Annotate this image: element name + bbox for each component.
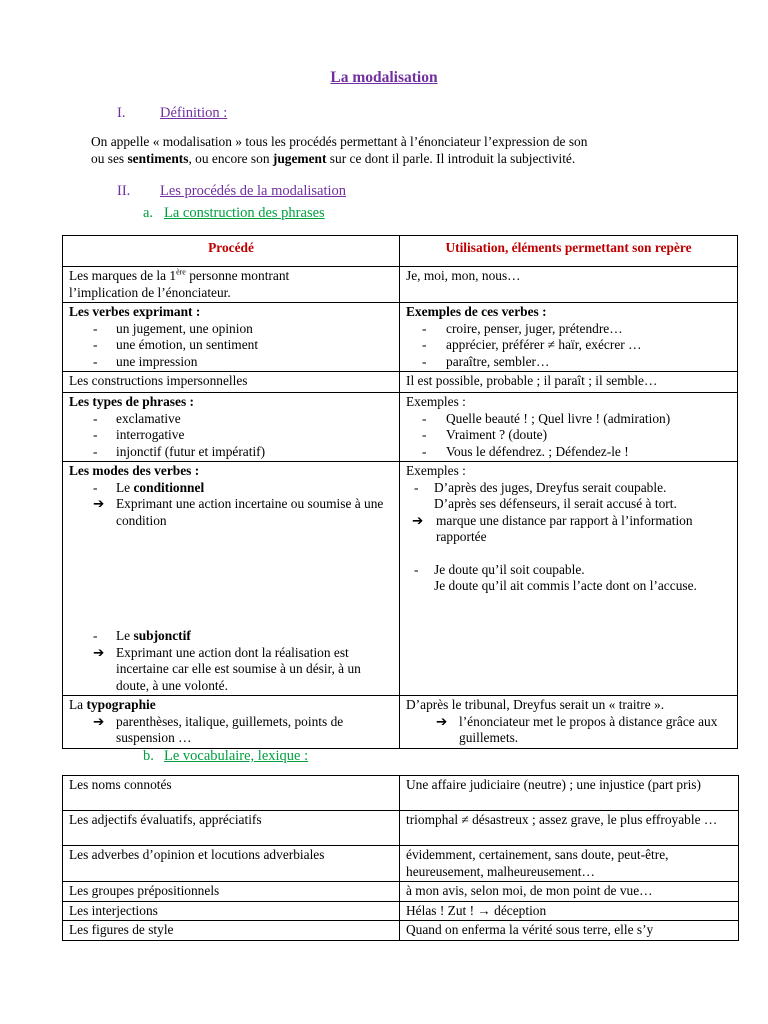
cell-right: triomphal ≠ désastreux ; assez grave, le plus effroyable … — [400, 811, 739, 846]
cell-left: Les adjectifs évaluatifs, appréciatifs — [63, 811, 400, 846]
dash-list — [406, 411, 731, 461]
subsection-label: La construction des phrases — [164, 205, 325, 221]
text: Le — [116, 628, 134, 643]
list-item: - Vraiment ? (doute) — [406, 427, 731, 444]
superscript: ère — [176, 267, 186, 277]
section-number: II. — [117, 183, 131, 199]
table-construction-phrases — [62, 235, 738, 749]
text: Exprimant une action incertaine ou soumise à une condition — [116, 496, 384, 528]
cell-right: Quand on enferma la vérité sous terre, elle s’y — [400, 921, 739, 941]
cell-heading: Exemples : — [406, 463, 466, 478]
list-item: - un jugement, une opinion — [69, 321, 393, 338]
table-row — [63, 303, 738, 372]
cell-left: Les figures de style — [63, 921, 400, 941]
cell-right — [400, 393, 738, 462]
example-line: - D’après des juges, Dreyfus serait coupable. — [406, 480, 731, 497]
section-heading-definition — [117, 105, 227, 121]
cell-left: Les constructions impersonnelles — [63, 372, 400, 393]
cell-right: Une affaire judiciaire (neutre) ; une injustice (part pris) — [400, 776, 739, 811]
cell-right — [400, 303, 738, 372]
cell-left: Les groupes prépositionnels — [63, 882, 400, 902]
cell-right: Je, moi, mon, nous… — [400, 267, 738, 303]
table-row — [63, 776, 739, 811]
example-line: - Je doute qu’il soit coupable. — [406, 562, 731, 579]
spacer — [69, 529, 393, 628]
text: Le — [116, 479, 134, 495]
list-item: - une émotion, un sentiment — [69, 337, 393, 354]
dash-list — [69, 321, 393, 371]
section-number: I. — [117, 105, 126, 121]
arrow-right-icon: ➔ — [93, 713, 105, 729]
cell-right — [400, 696, 738, 749]
cell-left — [63, 393, 400, 462]
text: La — [69, 697, 87, 712]
text: sur ce dont il parle. Il introduit la subjectivité. — [326, 151, 576, 166]
subsection-heading-b — [143, 748, 308, 764]
dash-list — [69, 411, 393, 461]
text: l’implication de l’énonciateur. — [69, 284, 231, 300]
dash-list — [69, 480, 393, 497]
header-utilisation: Utilisation, éléments permettant son repère — [400, 236, 738, 267]
arrow-item — [406, 513, 731, 546]
definition-paragraph — [91, 133, 691, 167]
page-title: La modalisation — [330, 69, 438, 86]
cell-left: Les interjections — [63, 901, 400, 921]
list-item: - une impression — [69, 354, 393, 371]
list-item: - croire, penser, juger, prétendre… — [406, 321, 731, 338]
bold-jugement: jugement — [272, 151, 327, 166]
arrow-item — [406, 714, 731, 747]
cell-left — [63, 303, 400, 372]
arrow-right-icon: ➔ — [436, 713, 448, 729]
text: marque une distance par rapport à l’information rapportée — [436, 512, 693, 544]
text: l’énonciateur met le propos à distance grâce aux guillemets. — [459, 713, 718, 745]
cell-left — [63, 267, 400, 303]
subsection-number: b. — [143, 748, 154, 764]
table-row — [63, 901, 739, 921]
cell-right — [400, 462, 738, 696]
text: ou ses — [91, 151, 128, 166]
dash-list — [69, 628, 393, 645]
list-item: - injonctif (futur et impératif) — [69, 444, 393, 461]
cell-heading: Exemples de ces verbes : — [406, 304, 547, 319]
list-item — [69, 628, 393, 645]
cell-heading: Les types de phrases : — [69, 394, 194, 409]
text: personne montrant — [185, 268, 290, 283]
subsection-number: a. — [143, 205, 154, 221]
table-header-row — [63, 236, 738, 267]
bold-subjonctif: subjonctif — [133, 628, 191, 643]
cell-heading — [69, 697, 393, 714]
section-label: Définition : — [160, 105, 228, 121]
bold-conditionnel: conditionnel — [133, 479, 205, 495]
arrow-item — [69, 645, 393, 695]
table-row — [63, 462, 738, 696]
section-heading-procedes — [117, 183, 346, 199]
text: , ou encore son — [188, 151, 273, 166]
cell-right: à mon avis, selon moi, de mon point de vue… — [400, 882, 739, 902]
arrow-right-icon: ➔ — [93, 496, 105, 511]
list-item: - Vous le défendrez. ; Défendez-le ! — [406, 444, 731, 461]
text: Les marques de la 1 — [69, 268, 177, 283]
list-item: - Quelle beauté ! ; Quel livre ! (admiration) — [406, 411, 731, 428]
list-item: - interrogative — [69, 427, 393, 444]
cell-right: Hélas ! Zut ! → déception — [400, 901, 739, 921]
table-vocabulaire — [62, 775, 739, 941]
cell-left: Les adverbes d’opinion et locutions adverbiales — [63, 846, 400, 882]
arrow-item — [69, 714, 393, 747]
header-procede: Procédé — [63, 236, 400, 267]
cell-right: Il est possible, probable ; il paraît ; il semble… — [400, 372, 738, 393]
example-line: D’après le tribunal, Dreyfus serait un « traitre ». — [406, 697, 665, 712]
text: parenthèses, italique, guillemets, points de suspension … — [116, 713, 344, 745]
cell-left: Les noms connotés — [63, 776, 400, 811]
example-line: D’après ses défenseurs, il serait accusé à tort. — [434, 496, 677, 511]
cell-heading: Les verbes exprimant : — [69, 304, 201, 319]
bold-typographie: typographie — [86, 697, 156, 712]
table-row — [63, 882, 739, 902]
cell-left — [63, 462, 400, 696]
arrow-right-icon: ➔ — [412, 512, 424, 528]
arrow-item — [69, 496, 393, 529]
example-line: Je doute qu’il ait commis l’acte dont on l’accuse. — [434, 578, 697, 593]
table-row — [63, 393, 738, 462]
cell-right: évidemment, certainement, sans doute, peut-être, heureusement, malheureusement… — [400, 846, 739, 882]
text: Exprimant une action dont la réalisation est incertaine car elle est soumise à un désir, à un doute, à une volonté. — [116, 644, 361, 693]
subsection-heading-a — [143, 205, 325, 221]
section-label: Les procédés de la modalisation — [160, 183, 347, 199]
spacer — [406, 546, 731, 562]
list-item — [69, 480, 393, 497]
table-row — [63, 696, 738, 749]
arrow-right-icon: ➔ — [93, 644, 105, 660]
table-row — [63, 921, 739, 941]
bold-sentiments: sentiments — [127, 151, 189, 166]
cell-heading: Exemples : — [406, 394, 466, 409]
dash-list — [406, 321, 731, 371]
definition-line-1: On appelle « modalisation » tous les procédés permettant à l’énonciateur l’expression de son — [91, 134, 588, 149]
table-row — [63, 811, 739, 846]
definition-line-2 — [91, 150, 691, 167]
list-item: - exclamative — [69, 411, 393, 428]
list-item: - apprécier, préférer ≠ haïr, exécrer … — [406, 337, 731, 354]
table-row — [63, 372, 738, 393]
cell-left — [63, 696, 400, 749]
list-item: - paraître, sembler… — [406, 354, 731, 371]
subsection-label: Le vocabulaire, lexique : — [164, 748, 309, 764]
table-row — [63, 846, 739, 882]
table-row — [63, 267, 738, 303]
cell-heading: Les modes des verbes : — [69, 463, 200, 478]
